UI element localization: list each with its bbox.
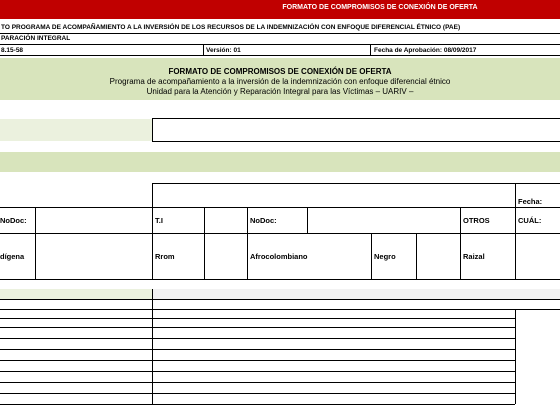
date-label: Fecha: [518,197,543,206]
document-number-label-2: NoDoc: [250,216,277,225]
ti-checkbox[interactable] [205,208,247,233]
black-checkbox[interactable] [417,234,460,278]
document-number-field[interactable] [36,208,152,233]
rrom-label: Rrom [155,252,175,261]
document-number-field-2[interactable] [308,208,460,233]
which-label: CUÁL: [518,216,542,225]
divider [460,207,461,279]
version-label: Versión: 01 [206,47,241,54]
divider [370,44,371,55]
process-title: PARACIÓN INTEGRAL [1,35,71,42]
afrocolombian-label: Afrocolombiano [250,252,308,261]
divider [0,299,560,300]
section-label-cell [0,119,152,141]
program-title: TO PROGRAMA DE ACOMPAÑAMIENTO A LA INVERSIÓN DE LOS RECURSOS DE LA INDEMNIZACIÓN CON ENFOQUE DIFERENCIAL ÉTNICO (PAE) [1,24,461,31]
divider [371,233,372,279]
section-header [0,152,560,172]
form-subtitle: Programa de acompañamiento a la inversión de la indemnización con enfoque diferencial étnico [109,77,451,86]
observations-area[interactable] [0,310,515,404]
text-field[interactable] [152,118,560,142]
form-title: FORMATO DE COMPROMISOS DE CONEXIÓN DE OFERTA [168,67,392,76]
divider [247,207,248,279]
divider [152,183,153,279]
indigenous-checkbox[interactable] [36,234,152,278]
divider [0,33,560,34]
rrom-checkbox[interactable] [205,234,247,278]
raizal-checkbox[interactable] [516,234,560,278]
divider [152,183,560,184]
section-band [152,289,560,299]
divider [515,309,516,404]
divider [0,279,560,280]
top-title: FORMATO DE COMPROMISOS DE CONEXIÓN DE OFERTA [282,4,478,11]
divider [0,44,560,45]
raizal-label: Raizal [463,252,485,261]
black-label: Negro [374,252,396,261]
indigenous-label: dígena [0,252,25,261]
approval-date: Fecha de Aprobación: 08/09/2017 [374,47,477,54]
others-label: OTROS [463,216,490,225]
divider [203,44,204,55]
divider [0,55,560,56]
entity-name: Unidad para la Atención y Reparación Integral para las Víctimas – UARIV – [146,87,414,96]
section-label-cell [0,289,152,299]
date-field[interactable] [515,183,560,207]
ti-label: T.I [155,216,163,225]
divider [0,404,515,405]
document-number-label: NoDoc: [0,216,27,225]
document-code: 8.15-58 [1,47,24,54]
afrocolombian-checkbox[interactable] [308,234,371,278]
